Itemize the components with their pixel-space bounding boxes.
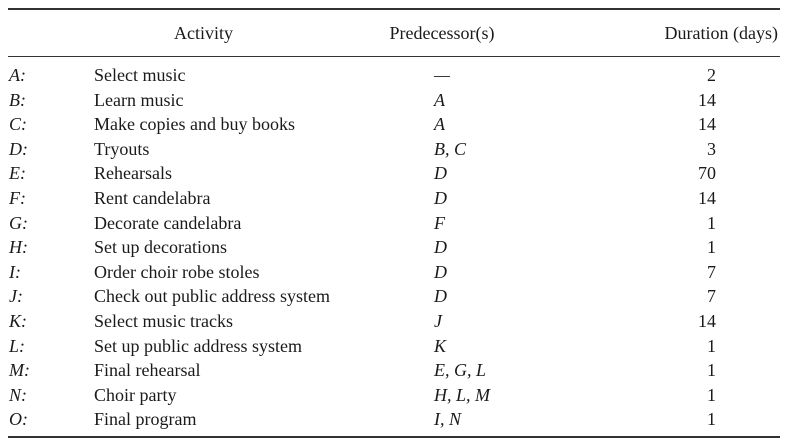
table-body [8,57,780,436]
table-row [8,57,780,88]
activity-name: Set up public address system [94,335,302,356]
activity-predecessors: D [434,187,447,208]
activity-duration: 1 [707,384,716,405]
activity-duration: 1 [707,360,716,381]
table-row [8,88,780,113]
header-duration: Duration (days) [664,23,778,43]
activity-name: Final rehearsal [94,360,201,381]
activity-id: I: [9,261,21,282]
activity-duration: 7 [707,286,716,307]
activity-id: A: [9,65,26,85]
table-row [8,383,780,408]
activity-name: Set up decorations [94,237,227,258]
table-row [8,260,780,285]
activity-duration: 1 [707,237,716,258]
activity-predecessors: I, N [434,409,461,430]
activity-name: Select music tracks [94,310,233,331]
table-row [8,211,780,236]
activity-duration: 1 [707,335,716,356]
activity-id: L: [9,335,26,356]
activity-id: G: [9,212,28,233]
table-row [8,235,780,260]
bottom-rule [8,436,780,438]
activity-duration: 70 [698,163,716,184]
header-row [8,10,780,56]
activity-id: M: [9,360,30,381]
activity-id: K: [9,310,27,331]
activity-predecessors: F [434,212,445,233]
activity-name: Learn music [94,89,184,110]
activity-id: E: [9,163,26,184]
activity-name: Final program [94,409,197,430]
activity-name: Order choir robe stoles [94,261,260,282]
activity-name: Rehearsals [94,163,172,184]
table-header [8,10,780,56]
activity-name: Make copies and buy books [94,114,295,135]
activity-table [8,10,780,56]
table-row [8,358,780,383]
activity-duration: 1 [707,409,716,430]
table-row [8,284,780,309]
activity-name: Choir party [94,384,177,405]
activity-predecessors: H, L, M [434,384,491,405]
activity-duration: 7 [707,261,716,282]
table-row [8,137,780,162]
activity-predecessors: D [434,286,447,307]
activity-predecessors: K [434,335,447,356]
activity-predecessors: E, G, L [434,360,487,381]
activity-duration: 14 [698,310,716,331]
activity-table-body [8,57,780,436]
activity-id: C: [9,114,27,135]
activity-name: Decorate candelabra [94,212,242,233]
activity-name: Check out public address system [94,286,330,307]
table-row [8,186,780,211]
table-row [8,407,780,436]
activity-predecessors: A [434,89,445,110]
activity-predecessors: B, C [434,138,467,159]
header-activity: Activity [174,23,233,43]
activity-id: F: [9,187,26,208]
activity-name: Tryouts [94,138,150,159]
activity-duration: 3 [707,138,716,159]
activity-id: N: [9,384,27,405]
activity-name: Rent candelabra [94,187,211,208]
activity-predecessors: J [434,310,442,331]
table-row [8,112,780,137]
header-predecessors: Predecessor(s) [389,23,495,43]
activity-predecessors: D [434,163,447,184]
activity-predecessors: D [434,261,447,282]
activity-duration: 14 [698,187,716,208]
activity-duration: 1 [707,212,716,233]
activity-name: Select music [94,65,186,85]
activity-id: D: [9,138,28,159]
table-row [8,334,780,359]
activity-id: J: [9,286,23,307]
activity-id: O: [9,409,28,430]
activity-table-container [8,8,780,438]
activity-id: H: [9,237,28,258]
table-row [8,309,780,334]
activity-duration: 14 [698,89,716,110]
activity-predecessors: A [434,114,445,135]
activity-predecessors: — [434,65,451,85]
activity-duration: 14 [698,114,716,135]
activity-predecessors: D [434,237,447,258]
table-row [8,161,780,186]
activity-id: B: [9,89,26,110]
activity-duration: 2 [707,65,716,85]
